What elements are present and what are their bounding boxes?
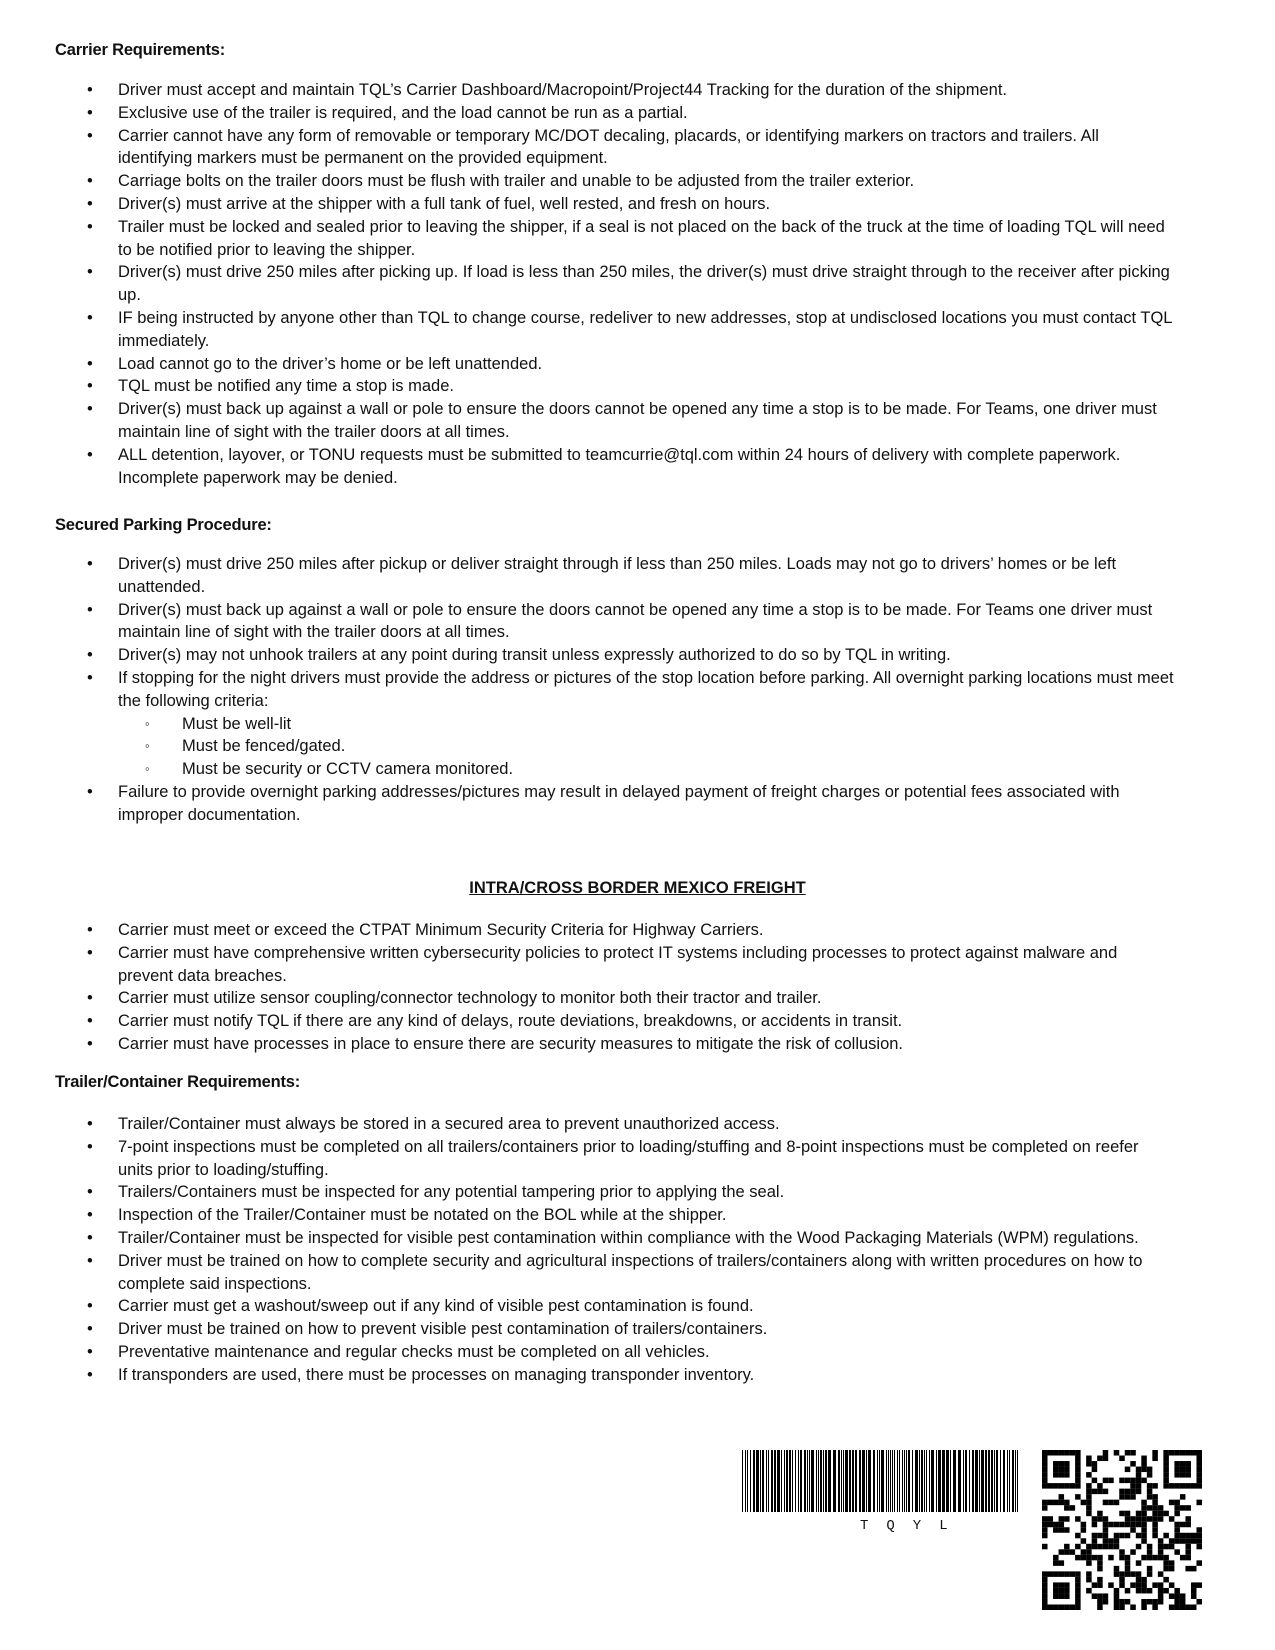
bullet-icon: • bbox=[87, 1183, 93, 1202]
list-item: • Inspection of the Trailer/Container must be notated on the BOL while at the shipper. bbox=[0, 1204, 1275, 1227]
bullet-icon: • bbox=[87, 81, 93, 99]
barcode-icon bbox=[742, 1450, 1032, 1520]
list-item: • Exclusive use of the trailer is required, and the load cannot be run as a partial. bbox=[0, 102, 1275, 125]
bullet-icon: • bbox=[87, 354, 93, 373]
list-item: • Carrier must get a washout/sweep out if any kind of visible pest contamination is found. bbox=[0, 1295, 1275, 1318]
bullet-icon: • bbox=[87, 1320, 93, 1339]
bullet-icon: • bbox=[87, 1251, 93, 1270]
list-item: • Carrier must have comprehensive written cybersecurity policies to protect IT systems including processes to protect against malware and prevent data breaches. bbox=[87, 943, 1118, 985]
trailer-container-heading: Trailer/Container Requirements: bbox=[55, 1073, 301, 1091]
bullet-icon: • bbox=[87, 126, 93, 145]
list-item: • Driver(s) must back up against a wall or pole to ensure the doors cannot be opened any time a stop is to be made. For Teams, one driver must maintain line of sight with the trailer doors at all times. bbox=[87, 400, 1157, 441]
bullet-icon: • bbox=[87, 400, 93, 419]
list-item: • Driver(s) must drive 250 miles after pickup or deliver straight through if less than 250 miles. Loads may not go to drivers’ homes or be left unattended. bbox=[87, 555, 1117, 596]
bullet-icon: • bbox=[87, 668, 93, 687]
bullet-icon: • bbox=[87, 1297, 93, 1316]
bullet-icon: • bbox=[87, 1206, 93, 1225]
list-item: • Driver(s) may not unhook trailers at any point during transit unless expressly authorized to do so by TQL in writing. bbox=[0, 644, 1275, 667]
carrier-requirements-list bbox=[0, 79, 1275, 489]
list-item: • Trailers/Containers must be inspected for any potential tampering prior to applying the seal. bbox=[0, 1181, 1275, 1204]
list-item: • 7-point inspections must be completed on all trailers/containers prior to loading/stuffing and 8-point inspections must be completed on reefer units prior to loading/stuffing. bbox=[87, 1137, 1139, 1179]
bullet-icon: • bbox=[87, 943, 93, 962]
list-item: • Failure to provide overnight parking addresses/pictures may result in delayed payment of freight charges or potential fees associated with improper documentation. bbox=[87, 782, 1120, 824]
list-item: • Driver(s) must arrive at the shipper with a full tank of fuel, well rested, and fresh on hours. bbox=[0, 193, 1275, 216]
list-item: • Preventative maintenance and regular checks must be completed on all vehicles. bbox=[0, 1341, 1275, 1364]
list-item: • Driver must be trained on how to prevent visible pest contamination of trailers/containers. bbox=[0, 1318, 1275, 1341]
bullet-icon: • bbox=[87, 782, 93, 801]
bullet-icon: • bbox=[87, 194, 93, 213]
sub-bullet-icon: ◦ bbox=[145, 715, 150, 731]
list-item: • If transponders are used, there must be processes on managing transponder inventory. bbox=[0, 1364, 1275, 1387]
bullet-icon: • bbox=[87, 172, 93, 191]
bullet-icon: • bbox=[87, 1342, 93, 1361]
list-item: • Load cannot go to the driver’s home or be left unattended. bbox=[0, 353, 1275, 376]
bullet-icon: • bbox=[87, 263, 93, 282]
bullet-icon: • bbox=[87, 308, 93, 327]
sub-bullet-icon: ◦ bbox=[145, 761, 150, 777]
bullet-icon: • bbox=[87, 600, 93, 619]
barcode-text: TQYL bbox=[860, 1518, 966, 1534]
qr-code-icon bbox=[1042, 1450, 1202, 1610]
list-item: • ALL detention, layover, or TONU requests must be submitted to teamcurrie@tql.com within 24 hours of delivery with complete paperwork. Incomplete paperwork may be denied. bbox=[87, 445, 1121, 487]
bullet-icon: • bbox=[87, 445, 93, 464]
list-item: • Carrier cannot have any form of removable or temporary MC/DOT decaling, placards, or identifying markers on tractors and trailers. All identifying markers must be permanent on the provided equipment. bbox=[87, 126, 1099, 168]
list-item: • Trailer/Container must always be stored in a secured area to prevent unauthorized access. bbox=[0, 1113, 1275, 1136]
sub-bullet-icon: ◦ bbox=[145, 738, 150, 754]
bullet-icon: • bbox=[87, 1228, 93, 1247]
list-item: • Driver(s) must drive 250 miles after picking up. If load is less than 250 miles, the driver(s) must drive straight through to the receiver after picking up. bbox=[87, 263, 1170, 305]
secured-parking-heading: Secured Parking Procedure: bbox=[55, 516, 272, 534]
list-item: • Driver must be trained on how to complete security and agricultural inspections of trailers/containers along with written procedures on how to complete said inspections. bbox=[87, 1251, 1143, 1293]
list-item: • IF being instructed by anyone other than TQL to change course, redeliver to new addresses, stop at undisclosed locations you must contact TQL immediately. bbox=[87, 308, 1172, 350]
secured-parking-list bbox=[0, 553, 1275, 827]
bullet-icon: • bbox=[87, 103, 93, 122]
mexico-freight-list bbox=[0, 919, 1275, 1056]
bullet-icon: • bbox=[87, 1365, 93, 1384]
list-item: • Carriage bolts on the trailer doors must be flush with trailer and unable to be adjusted from the trailer exterior. bbox=[0, 170, 1275, 193]
bullet-icon: • bbox=[87, 377, 93, 396]
sub-list-item: ◦ Must be fenced/gated. bbox=[0, 735, 1275, 758]
list-item: • Driver(s) must back up against a wall or pole to ensure the doors cannot be opened any time a stop is to be made. For Teams one driver must maintain line of sight with the trailer doors at all times. bbox=[87, 600, 1153, 642]
list-item: • TQL must be notified any time a stop is made. bbox=[0, 375, 1275, 398]
sub-list-item: ◦ Must be security or CCTV camera monitored. bbox=[0, 758, 1275, 781]
list-item: • Carrier must utilize sensor coupling/connector technology to monitor both their tractor and trailer. bbox=[0, 987, 1275, 1010]
bullet-icon: • bbox=[87, 1115, 93, 1133]
bullet-icon: • bbox=[87, 217, 93, 236]
bullet-icon: • bbox=[87, 1034, 93, 1053]
trailer-container-list bbox=[0, 1113, 1275, 1387]
list-item: • If stopping for the night drivers must provide the address or pictures of the stop location before parking. All overnight parking locations must meet the following criteria: bbox=[87, 668, 1174, 710]
sub-list-item: ◦ Must be well-lit bbox=[0, 713, 1275, 736]
mexico-freight-heading: INTRA/CROSS BORDER MEXICO FREIGHT bbox=[469, 879, 806, 897]
list-item: • Carrier must have processes in place to ensure there are security measures to mitigate the risk of collusion. bbox=[0, 1033, 1275, 1056]
list-item: • Carrier must notify TQL if there are any kind of delays, route deviations, breakdowns, or accidents in transit. bbox=[0, 1010, 1275, 1033]
list-item: • Trailer must be locked and sealed prior to leaving the shipper, if a seal is not placed on the back of the truck at the time of loading TQL will need to be notified prior to leaving the shipper. bbox=[87, 217, 1165, 259]
list-item: • Driver must accept and maintain TQL’s Carrier Dashboard/Macropoint/Project44 Tracking for the duration of the shipment. bbox=[0, 79, 1275, 102]
bullet-icon: • bbox=[87, 1012, 93, 1031]
list-item: • Trailer/Container must be inspected for visible pest contamination within compliance with the Wood Packaging Materials (WPM) regulations. bbox=[0, 1227, 1275, 1250]
list-item: • Carrier must meet or exceed the CTPAT Minimum Security Criteria for Highway Carriers. bbox=[0, 919, 1275, 942]
bullet-icon: • bbox=[87, 1137, 93, 1156]
bullet-icon: • bbox=[87, 555, 93, 573]
bullet-icon: • bbox=[87, 989, 93, 1008]
bullet-icon: • bbox=[87, 646, 93, 665]
carrier-requirements-heading: Carrier Requirements: bbox=[55, 41, 226, 59]
document-codes bbox=[742, 1450, 1202, 1620]
bullet-icon: • bbox=[87, 921, 93, 939]
